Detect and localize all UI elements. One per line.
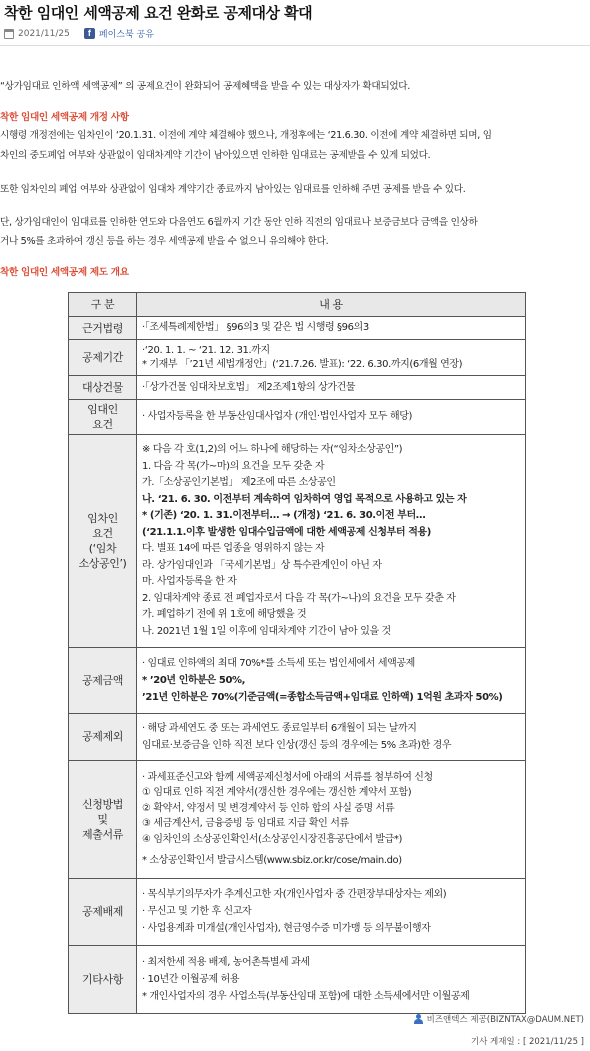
- row-line: ④ 임차인의 소상공인확인서(소상공인시장진흥공단에서 발급*): [142, 833, 403, 845]
- row-line: · 사업자등록을 한 부동산임대사업자 (개인·법인사업자 모두 해당): [142, 411, 412, 423]
- table-row: [69, 945, 526, 1013]
- row-line: ③ 세금계산서, 금융증빙 등 임대료 지급 확인 서류: [142, 818, 349, 830]
- table-row: [69, 435, 526, 648]
- table-row: [69, 760, 526, 878]
- row-line: 가. 폐업하기 전에 위 1호에 해당했을 것: [142, 609, 307, 621]
- row-content: [137, 945, 526, 1013]
- row-line: · 과세표준신고와 함께 세액공제신청서에 아래의 서류를 첨부하여 신청: [142, 771, 433, 783]
- table-row: [69, 879, 526, 946]
- row-line: ·「상가건물 임대차보호법」 제2조제1항의 상가건물: [142, 381, 356, 393]
- section2-paragraph: 또한 임차인의 폐업 여부와 상관없이 임대차 계약기간 종료까지 남아있는 임대료를 인하해 주면 공제를 받을 수 있다.: [0, 184, 466, 195]
- row-line: 임대료·보증금을 인하 직전 보다 인상(갱신 등의 경우에는 5% 초과)한 경우: [142, 739, 452, 751]
- article-title: 착한 임대인 세액공제 요건 완화로 공제대상 확대: [4, 4, 313, 22]
- title-divider: [0, 45, 590, 46]
- row-content: [137, 400, 526, 435]
- row-head: 공제기간: [69, 340, 137, 376]
- row-content: [137, 714, 526, 760]
- row-line: * 개인사업자의 경우 사업소득(부동산임대 포함)에 대한 소득세에서만 이월공제: [142, 990, 470, 1002]
- section2-heading: 착한 임대인 세액공제 제도 개요: [0, 267, 129, 278]
- calendar-icon: [4, 29, 14, 39]
- section1-heading: 착한 임대인 세액공제 개정 사항: [0, 112, 129, 123]
- row-content: [137, 760, 526, 878]
- row-line: ② 확약서, 약정서 및 변경계약서 등 인하 합의 사실 증명 서류: [142, 802, 395, 814]
- row-line: ※ 다음 각 호(1,2)의 어느 하나에 해당하는 자(“임차소상공인”): [142, 444, 403, 456]
- row-line: ① 임대료 인하 직전 계약서(갱신한 경우에는 갱신한 계약서 포함): [142, 787, 412, 799]
- section1-line2: 차인의 중도폐업 여부와 상관없이 임대차계약 기간이 남아있으면 인하한 임대료는 공제받을 수 있게 되었다.: [0, 150, 431, 161]
- row-line: * 기재부 「’21년 세법개정안」(‘21.7.26. 발표): ‘22. 6.30.까지(6개월 연장): [142, 358, 463, 370]
- row-line: 가.「소상공인기본법」 제2조에 따른 소상공인: [142, 477, 336, 489]
- row-line: · 임대료 인하액의 최대 70%*를 소득세 또는 법인세에서 세액공제: [142, 658, 415, 670]
- row-head: 기타사항: [69, 945, 137, 1013]
- row-head-line: 요건: [92, 418, 113, 432]
- row-content: [137, 340, 526, 376]
- facebook-icon[interactable]: f: [84, 28, 95, 39]
- row-head: 대상건물: [69, 376, 137, 400]
- row-head: [69, 400, 137, 435]
- provider-credit: [414, 1013, 584, 1025]
- table-row: [69, 376, 526, 400]
- row-head-line: (‘임차: [88, 542, 117, 556]
- row-head-line: 제출서류: [82, 827, 123, 841]
- article-meta: [4, 27, 154, 40]
- section3-line2: 거나 5%를 초과하여 갱신 등을 하는 경우 세액공제 받을 수 없으니 유의해야 한다.: [0, 236, 329, 247]
- row-line: · 해당 과세연도 중 또는 과세연도 종료일부터 6개월이 되는 날까지: [142, 722, 417, 734]
- section3-line1: 단, 상가임대인이 임대료를 인하한 연도와 다음연도 6월까지 기간 동안 인하 직전의 임대료나 보증금보다 금액을 인상하: [0, 217, 478, 228]
- row-head: 공제배제: [69, 879, 137, 946]
- row-line: · 목식부기의무자가 추계신고한 자(개인사업자 중 간편장부대상자는 제외): [142, 889, 447, 901]
- row-content: [137, 316, 526, 340]
- row-head-line: 임차인: [87, 512, 118, 526]
- row-line: 1. 다음 각 목(가~마)의 요건을 모두 갖춘 자: [142, 460, 325, 472]
- row-line: · 무신고 및 기한 후 신고자: [142, 906, 252, 918]
- row-line: 2. 임대차계약 종료 전 폐업자로서 다음 각 목(가~나)의 요건을 모두 갖춘 자: [142, 592, 456, 604]
- facebook-share-link[interactable]: 페이스북 공유: [98, 30, 154, 40]
- person-icon: [414, 1014, 423, 1024]
- row-head-line: 및: [97, 812, 108, 826]
- row-head-line: 신청방법: [82, 797, 123, 811]
- row-line: * ’20년 인하분은 50%,: [142, 675, 246, 687]
- row-head: 공제제외: [69, 714, 137, 760]
- posted-date: 기사 게재일 : [ 2021/11/25 ]: [470, 1037, 584, 1047]
- col-header-content: 내 용: [137, 293, 526, 317]
- row-line: · 사업용계좌 미개설(개인사업자), 현금영수증 미가맹 등 의무불이행자: [142, 923, 431, 935]
- row-head-line: 소상공인’): [78, 557, 127, 571]
- table-row: [69, 340, 526, 376]
- provider-text: 비즈앤텍스 제공(BIZNTAX@DAUM.NET): [426, 1015, 584, 1025]
- row-line: ·「조세특례제한법」 §96의3 및 같은 법 시행령 §96의3: [142, 322, 369, 334]
- col-header-category: 구 분: [69, 293, 137, 317]
- row-content: [137, 648, 526, 714]
- row-line: ’21년 인하분은 70%(기준금액(=종합소득금액+임대료 인하액) 1억원 초과자 50%): [142, 692, 503, 704]
- row-line: · 10년간 이월공제 허용: [142, 973, 240, 985]
- row-line: * (기존) ‘20. 1. 31.이전부터… → (개정) ‘21. 6. 30.이전 부터…: [142, 510, 426, 522]
- row-line: * 소상공인확인서 발급시스템(www.sbiz.or.kr/cose/main.do): [142, 855, 402, 867]
- row-head: 근거법령: [69, 316, 137, 340]
- row-line: 나. ‘21. 6. 30. 이전부터 계속하여 임차하여 영업 목적으로 사용하고 있는 자: [142, 493, 467, 505]
- row-head-line: 임대인: [87, 403, 118, 417]
- section1-line1: 시행령 개정전에는 임차인이 ‘20.1.31. 이전에 계약 체결해야 했으나, 개정후에는 ‘21.6.30. 이전에 계약 체결하면 되며, 임: [0, 130, 492, 141]
- table-row: [69, 316, 526, 340]
- intro-paragraph: “상가임대료 인하액 세액공제” 의 공제요건이 완화되어 공제혜택을 받을 수 있는 대상자가 확대되었다.: [0, 81, 411, 92]
- row-head: [69, 435, 137, 648]
- row-content: [137, 879, 526, 946]
- row-line: · 최저한세 적용 배제, 농어촌특별세 과세: [142, 956, 310, 968]
- row-content: [137, 435, 526, 648]
- table-row: [69, 400, 526, 435]
- row-line: 다. 별표 14에 따른 업종을 영위하지 않는 자: [142, 543, 325, 555]
- row-line: 라. 상가임대인과 「국세기본법」상 특수관계인이 아닌 자: [142, 559, 382, 571]
- table-row: [69, 648, 526, 714]
- row-head: [69, 760, 137, 878]
- row-line: (‘21.1.1.이후 발생한 임대수입금액에 대한 세액공제 신청부터 적용): [142, 526, 431, 538]
- article-date: 2021/11/25: [18, 28, 70, 39]
- row-head-line: 요건: [92, 527, 113, 541]
- table-row: [69, 714, 526, 760]
- row-line: 나. 2021년 1월 1일 이후에 임대차계약 기간이 남아 있을 것: [142, 625, 391, 637]
- row-content: [137, 376, 526, 400]
- row-line: ·‘20. 1. 1. ~ ‘21. 12. 31.까지: [142, 344, 270, 356]
- overview-table: [68, 292, 526, 1014]
- row-head: 공제금액: [69, 648, 137, 714]
- row-line: 마. 사업자등록을 한 자: [142, 576, 237, 588]
- overview-table-wrapper: [68, 292, 526, 1014]
